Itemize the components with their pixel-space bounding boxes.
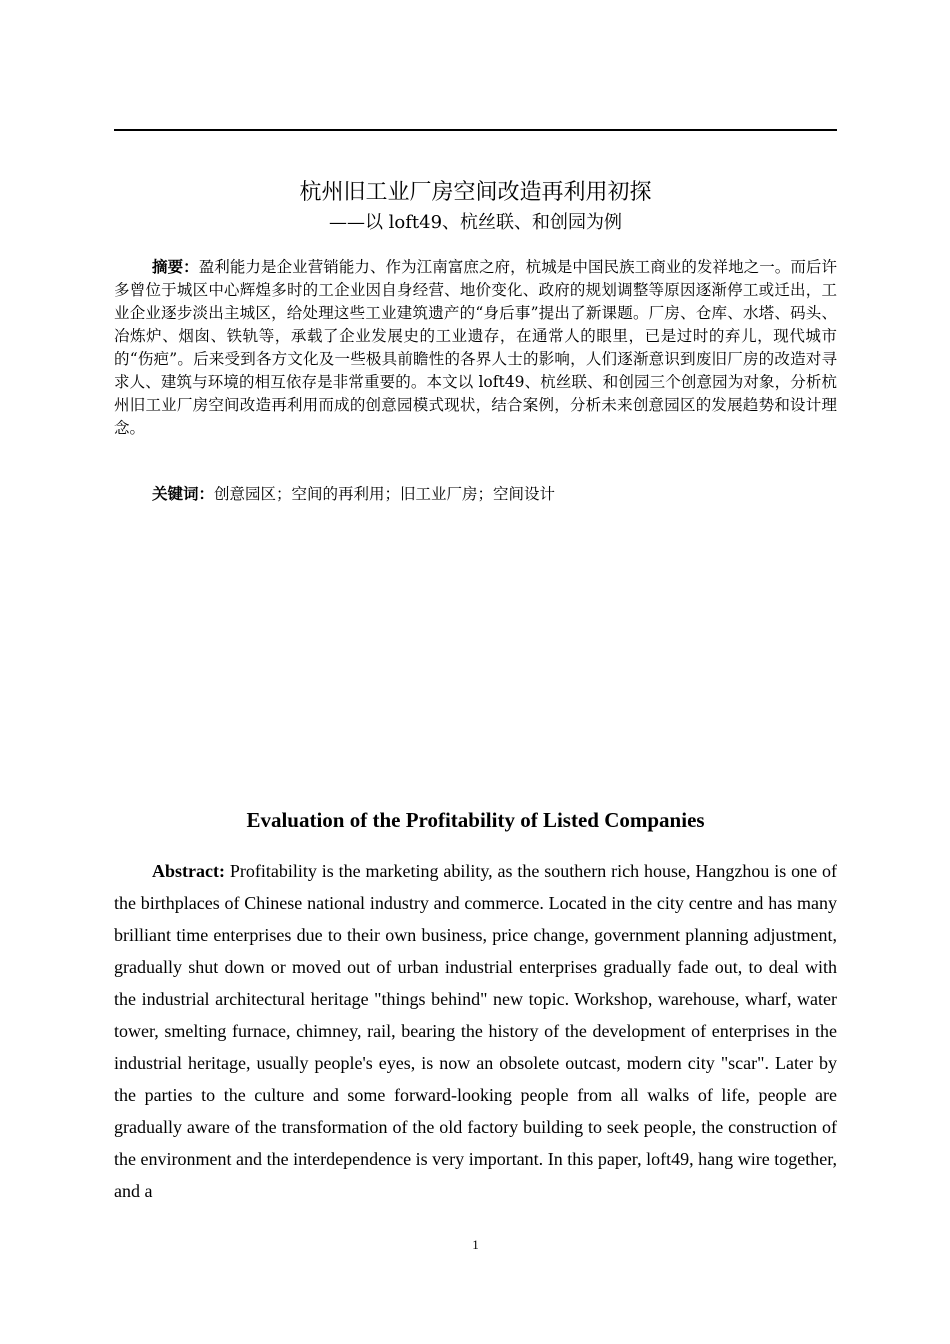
header-rule — [114, 129, 837, 131]
chinese-abstract — [114, 256, 837, 440]
chinese-keywords-text: 创意园区；空间的再利用；旧工业厂房；空间设计 — [214, 485, 556, 503]
english-abstract — [114, 855, 837, 1207]
page-number: 1 — [472, 1237, 479, 1252]
english-abstract-text: Profitability is the marketing ability, as the southern rich house, Hangzhou is one of the birthplaces of Chinese national industry and commerce. Located in the city centre and has many brilliant time enterprises due to their own business, price change, government planning adjustment, gradually shut down or moved out of urban industrial enterprises gradually fade out, to deal with the industrial architectural heritage "things behind" new topic. Workshop, warehouse, wharf, water tower, smelting furnace, chimney, rail, bearing the history of the development of enterprises in the industrial heritage, usually people's eyes, is now an obsolete outcast, modern city "scar". Later by the parties to the culture and some forward-looking people from all walks of life, people are gradually aware of the transformation of the old factory building to seek people, the construction of the environment and the interdependence is very important. In this paper, loft49, hang wire together, and a — [114, 861, 837, 1201]
chinese-abstract-text: 盈利能力是企业营销能力、作为江南富庶之府，杭城是中国民族工商业的发祥地之一。而后许多曾位于城区中心辉煌多时的工企业因自身经营、地价变化、政府的规划调整等原因逐渐停工或迁出，工业企业逐步淡出主城区，给处理这些工业建筑遗产的“身后事”提出了新课题。厂房、仓库、水塔、码头、冶炼炉、烟囱、铁轨等，承载了企业发展史的工业遗存，在通常人的眼里，已是过时的弃儿，现代城市的“伤疤”。后来受到各方文化及一些极具前瞻性的各界人士的影响，人们逐渐意识到废旧厂房的改造对寻求人、建筑与环境的相互依存是非常重要的。本文以 loft49、杭丝联、和创园三个创意园为对象，分析杭州旧工业厂房空间改造再利用而成的创意园模式现状，结合案例，分析未来创意园区的发展趋势和设计理念。 — [114, 258, 837, 437]
chinese-subtitle: ——以 loft49、杭丝联、和创园为例 — [328, 212, 623, 233]
english-abstract-label: Abstract: — [152, 861, 225, 881]
chinese-title: 杭州旧工业厂房空间改造再利用初探 — [299, 180, 652, 205]
english-title: Evaluation of the Profitability of Listed Companies — [246, 808, 705, 832]
chinese-keywords — [114, 483, 837, 506]
chinese-abstract-label: 摘要： — [152, 258, 199, 276]
chinese-keywords-label: 关键词： — [152, 485, 215, 503]
